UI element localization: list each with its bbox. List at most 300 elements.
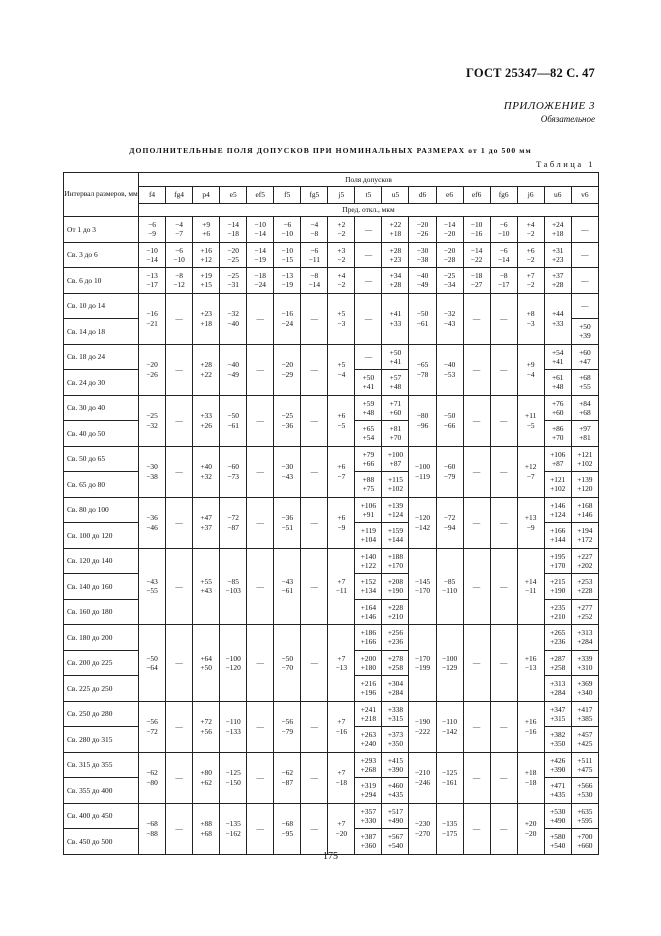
cell-j6: +16 −13 — [517, 625, 544, 702]
cell-fg5: — — [301, 548, 328, 625]
cell-ef5: — — [247, 752, 274, 803]
cell-ef6: — — [463, 625, 490, 702]
cell-e5: −135 −162 — [220, 803, 247, 854]
cell-t5: +50 +41 — [355, 370, 382, 396]
cell-fg6: — — [490, 497, 517, 548]
cell-fg5: — — [301, 701, 328, 752]
cell-ef6: — — [463, 701, 490, 752]
cell-t5: +357 +330 — [355, 803, 382, 829]
cell-fg4: — — [166, 803, 193, 854]
cell-f4: −43 −55 — [139, 548, 166, 625]
cell-ef5: — — [247, 344, 274, 395]
cell-u5: +228 +210 — [382, 599, 409, 625]
cell-v6: +253 +228 — [571, 574, 598, 600]
cell-t5: +140 +122 — [355, 548, 382, 574]
interval-label: Св. 6 до 10 — [64, 268, 139, 294]
cell-f4: −25 −32 — [139, 395, 166, 446]
cell-fg6: — — [490, 446, 517, 497]
cell-ef5: — — [247, 548, 274, 625]
cell-v6: +700 +660 — [571, 829, 598, 855]
cell-j6: +8 −3 — [517, 293, 544, 344]
cell-p4: +72 +56 — [193, 701, 220, 752]
interval-label: Св. 280 до 315 — [64, 727, 139, 753]
cell-p4: +9 +6 — [193, 217, 220, 243]
cell-e6: −72 −94 — [436, 497, 463, 548]
cell-e5: −72 −87 — [220, 497, 247, 548]
cell-v6: — — [571, 293, 598, 319]
cell-u5: +115 +102 — [382, 472, 409, 498]
cell-fg6: — — [490, 548, 517, 625]
cell-d6: −230 −270 — [409, 803, 436, 854]
standard-code: ГОСТ 25347—82 С. 47 — [466, 66, 595, 80]
cell-u5: +71 +60 — [382, 395, 409, 421]
cell-fg5: — — [301, 752, 328, 803]
table-row — [64, 752, 599, 778]
cell-v6: +313 +284 — [571, 625, 598, 651]
cell-t5: +79 +66 — [355, 446, 382, 472]
cell-v6: +417 +385 — [571, 701, 598, 727]
cell-f4: −13 −17 — [139, 268, 166, 294]
interval-label: Св. 50 до 65 — [64, 446, 139, 472]
column-header-ef6: ef6 — [463, 187, 490, 204]
cell-v6: +194 +172 — [571, 523, 598, 549]
cell-u6: +37 +28 — [544, 268, 571, 294]
cell-v6: +227 +202 — [571, 548, 598, 574]
cell-u6: +215 +190 — [544, 574, 571, 600]
interval-label: Св. 14 до 18 — [64, 319, 139, 345]
cell-u6: +347 +315 — [544, 701, 571, 727]
cell-u6: +54 +41 — [544, 344, 571, 370]
cell-u5: +50 +41 — [382, 344, 409, 370]
cell-ef5: — — [247, 497, 274, 548]
interval-label: Св. 120 до 140 — [64, 548, 139, 574]
cell-u5: +57 +48 — [382, 370, 409, 396]
cell-fg4: — — [166, 625, 193, 702]
cell-u5: +28 +23 — [382, 242, 409, 268]
cell-t5: +319 +294 — [355, 778, 382, 804]
cell-u5: +34 +28 — [382, 268, 409, 294]
cell-t5: — — [355, 293, 382, 344]
cell-t5: — — [355, 268, 382, 294]
interval-label: Св. 40 до 50 — [64, 421, 139, 447]
cell-f5: −43 −61 — [274, 548, 301, 625]
cell-e5: −32 −40 — [220, 293, 247, 344]
page-number: 175 — [323, 851, 338, 862]
cell-u6: +121 +102 — [544, 472, 571, 498]
cell-j5: +7 −11 — [328, 548, 355, 625]
fields-header: Поля допусков — [139, 173, 599, 187]
cell-j5: +2 −2 — [328, 217, 355, 243]
column-header-j6: j6 — [517, 187, 544, 204]
cell-u6: +235 +210 — [544, 599, 571, 625]
cell-f4: −68 −88 — [139, 803, 166, 854]
table-row — [64, 344, 599, 370]
table-row — [64, 625, 599, 651]
cell-j6: +16 −16 — [517, 701, 544, 752]
cell-j6: +6 −2 — [517, 242, 544, 268]
cell-f5: −16 −24 — [274, 293, 301, 344]
cell-ef6: — — [463, 446, 490, 497]
cell-j5: +7 −13 — [328, 625, 355, 702]
cell-v6: +84 +68 — [571, 395, 598, 421]
cell-p4: +16 +12 — [193, 242, 220, 268]
cell-d6: −120 −142 — [409, 497, 436, 548]
cell-f5: −10 −15 — [274, 242, 301, 268]
cell-u5: +81 +70 — [382, 421, 409, 447]
cell-e5: −50 −61 — [220, 395, 247, 446]
cell-v6: +635 +595 — [571, 803, 598, 829]
cell-ef6: −14 −22 — [463, 242, 490, 268]
cell-fg4: — — [166, 395, 193, 446]
cell-j5: +5 −3 — [328, 293, 355, 344]
cell-p4: +33 +26 — [193, 395, 220, 446]
cell-p4: +55 +43 — [193, 548, 220, 625]
cell-t5: +119 +104 — [355, 523, 382, 549]
table-row — [64, 446, 599, 472]
cell-v6: +566 +530 — [571, 778, 598, 804]
column-header-ef5: ef5 — [247, 187, 274, 204]
cell-ef6: — — [463, 293, 490, 344]
cell-u5: +567 +540 — [382, 829, 409, 855]
column-header-f5: f5 — [274, 187, 301, 204]
column-header-u6: u6 — [544, 187, 571, 204]
cell-j6: +18 −18 — [517, 752, 544, 803]
appendix-label: ПРИЛОЖЕНИЕ 3 — [503, 100, 595, 112]
cell-e6: −125 −161 — [436, 752, 463, 803]
cell-p4: +47 +37 — [193, 497, 220, 548]
cell-u6: +471 +435 — [544, 778, 571, 804]
cell-e6: −20 −28 — [436, 242, 463, 268]
cell-d6: −190 −222 — [409, 701, 436, 752]
cell-u6: +287 +258 — [544, 650, 571, 676]
cell-t5: +106 +91 — [355, 497, 382, 523]
cell-j5: +5 −4 — [328, 344, 355, 395]
column-header-e6: e6 — [436, 187, 463, 204]
cell-t5: +88 +75 — [355, 472, 382, 498]
cell-d6: −145 −170 — [409, 548, 436, 625]
cell-j6: +13 −9 — [517, 497, 544, 548]
cell-t5: +387 +360 — [355, 829, 382, 855]
cell-v6: +339 +310 — [571, 650, 598, 676]
cell-v6: +511 +475 — [571, 752, 598, 778]
cell-e6: −25 −34 — [436, 268, 463, 294]
cell-u6: +61 +48 — [544, 370, 571, 396]
cell-fg4: −4 −7 — [166, 217, 193, 243]
cell-p4: +19 +15 — [193, 268, 220, 294]
cell-p4: +88 +68 — [193, 803, 220, 854]
column-header-fg4: fg4 — [166, 187, 193, 204]
cell-fg5: −8 −14 — [301, 268, 328, 294]
cell-v6: +60 +47 — [571, 344, 598, 370]
cell-d6: −170 −199 — [409, 625, 436, 702]
cell-d6: −80 −96 — [409, 395, 436, 446]
cell-fg5: — — [301, 625, 328, 702]
table-row — [64, 803, 599, 829]
cell-fg6: −6 −14 — [490, 242, 517, 268]
cell-f5: −50 −70 — [274, 625, 301, 702]
interval-label: Св. 24 до 30 — [64, 370, 139, 396]
table-row — [64, 395, 599, 421]
cell-ef6: −10 −16 — [463, 217, 490, 243]
cell-t5: +152 +134 — [355, 574, 382, 600]
cell-f5: −30 −43 — [274, 446, 301, 497]
cell-f5: −25 −36 — [274, 395, 301, 446]
tolerance-table — [63, 172, 599, 855]
cell-ef6: −18 −27 — [463, 268, 490, 294]
cell-f4: −16 −21 — [139, 293, 166, 344]
cell-e5: −100 −120 — [220, 625, 247, 702]
cell-p4: +28 +22 — [193, 344, 220, 395]
table-row — [64, 701, 599, 727]
cell-u6: +530 +490 — [544, 803, 571, 829]
cell-ef5: — — [247, 446, 274, 497]
cell-t5: +186 +166 — [355, 625, 382, 651]
cell-j6: +9 −4 — [517, 344, 544, 395]
cell-fg6: — — [490, 293, 517, 344]
cell-d6: −100 −119 — [409, 446, 436, 497]
cell-fg5: −6 −11 — [301, 242, 328, 268]
cell-t5: — — [355, 217, 382, 243]
cell-t5: +59 +48 — [355, 395, 382, 421]
cell-u6: +580 +540 — [544, 829, 571, 855]
cell-ef5: — — [247, 395, 274, 446]
cell-fg4: — — [166, 446, 193, 497]
cell-f5: −56 −79 — [274, 701, 301, 752]
column-header-t5: t5 — [355, 187, 382, 204]
cell-j5: +7 −18 — [328, 752, 355, 803]
cell-v6: +68 +55 — [571, 370, 598, 396]
cell-fg5: — — [301, 344, 328, 395]
cell-v6: — — [571, 242, 598, 268]
cell-fg4: — — [166, 293, 193, 344]
cell-fg4: −6 −10 — [166, 242, 193, 268]
cell-u6: +86 +70 — [544, 421, 571, 447]
cell-fg6: — — [490, 625, 517, 702]
cell-e5: −25 −31 — [220, 268, 247, 294]
cell-e6: −40 −53 — [436, 344, 463, 395]
cell-f5: −68 −95 — [274, 803, 301, 854]
cell-ef5: −10 −14 — [247, 217, 274, 243]
column-header-fg6: fg6 — [490, 187, 517, 204]
cell-e5: −110 −133 — [220, 701, 247, 752]
cell-f4: −56 −72 — [139, 701, 166, 752]
cell-fg5: — — [301, 497, 328, 548]
cell-u6: +195 +170 — [544, 548, 571, 574]
interval-label: Св. 3 до 6 — [64, 242, 139, 268]
cell-d6: −40 −49 — [409, 268, 436, 294]
table-row — [64, 268, 599, 294]
cell-u6: +31 +23 — [544, 242, 571, 268]
cell-fg6: — — [490, 701, 517, 752]
cell-u6: +265 +236 — [544, 625, 571, 651]
cell-u5: +278 +258 — [382, 650, 409, 676]
interval-label: Св. 140 до 160 — [64, 574, 139, 600]
column-header-v6: v6 — [571, 187, 598, 204]
interval-label: Св. 200 до 225 — [64, 650, 139, 676]
cell-d6: −30 −38 — [409, 242, 436, 268]
cell-j5: +6 −7 — [328, 446, 355, 497]
cell-fg6: — — [490, 344, 517, 395]
cell-j5: +6 −9 — [328, 497, 355, 548]
column-header-d6: d6 — [409, 187, 436, 204]
column-header-row — [64, 187, 599, 204]
cell-u6: +44 +33 — [544, 293, 571, 344]
cell-fg4: — — [166, 497, 193, 548]
interval-label: Св. 355 до 400 — [64, 778, 139, 804]
cell-f4: −50 −64 — [139, 625, 166, 702]
cell-e5: −125 −150 — [220, 752, 247, 803]
cell-d6: −65 −78 — [409, 344, 436, 395]
cell-fg4: — — [166, 344, 193, 395]
cell-d6: −50 −61 — [409, 293, 436, 344]
cell-p4: +23 +18 — [193, 293, 220, 344]
cell-ef5: — — [247, 701, 274, 752]
cell-u5: +304 +284 — [382, 676, 409, 702]
deviation-header: Пред. откл., мкм — [139, 204, 599, 217]
cell-d6: −210 −246 — [409, 752, 436, 803]
cell-t5: +216 +196 — [355, 676, 382, 702]
cell-j5: +6 −5 — [328, 395, 355, 446]
cell-v6: — — [571, 268, 598, 294]
cell-u6: +313 +284 — [544, 676, 571, 702]
cell-fg6: −8 −17 — [490, 268, 517, 294]
cell-u5: +256 +236 — [382, 625, 409, 651]
cell-fg6: — — [490, 395, 517, 446]
appendix-note: Обязательное — [540, 114, 595, 124]
cell-ef5: — — [247, 625, 274, 702]
cell-j6: +7 −2 — [517, 268, 544, 294]
cell-t5: +164 +146 — [355, 599, 382, 625]
cell-u5: +517 +490 — [382, 803, 409, 829]
cell-u5: +415 +390 — [382, 752, 409, 778]
cell-u6: +166 +144 — [544, 523, 571, 549]
cell-fg4: — — [166, 752, 193, 803]
cell-j6: +20 −20 — [517, 803, 544, 854]
cell-e6: −60 −79 — [436, 446, 463, 497]
interval-label: Св. 10 до 14 — [64, 293, 139, 319]
cell-u5: +208 +190 — [382, 574, 409, 600]
cell-u5: +373 +350 — [382, 727, 409, 753]
cell-p4: +40 +32 — [193, 446, 220, 497]
interval-header: Интервал размеров, мм — [64, 173, 139, 217]
table-body — [64, 217, 599, 855]
cell-e6: −14 −20 — [436, 217, 463, 243]
cell-v6: +50 +39 — [571, 319, 598, 345]
cell-e5: −40 −49 — [220, 344, 247, 395]
cell-j6: +11 −5 — [517, 395, 544, 446]
cell-f5: −20 −29 — [274, 344, 301, 395]
cell-u6: +426 +390 — [544, 752, 571, 778]
cell-e6: −100 −129 — [436, 625, 463, 702]
cell-d6: −20 −26 — [409, 217, 436, 243]
cell-u5: +159 +144 — [382, 523, 409, 549]
cell-u5: +460 +435 — [382, 778, 409, 804]
cell-e6: −50 −66 — [436, 395, 463, 446]
cell-e6: −135 −175 — [436, 803, 463, 854]
cell-fg6: — — [490, 752, 517, 803]
cell-e5: −85 −103 — [220, 548, 247, 625]
cell-ef5: −18 −24 — [247, 268, 274, 294]
cell-u6: +382 +350 — [544, 727, 571, 753]
cell-p4: +80 +62 — [193, 752, 220, 803]
cell-fg6: — — [490, 803, 517, 854]
cell-e5: −60 −73 — [220, 446, 247, 497]
interval-label: Св. 250 до 280 — [64, 701, 139, 727]
cell-t5: — — [355, 242, 382, 268]
cell-ef6: — — [463, 752, 490, 803]
cell-fg5: — — [301, 803, 328, 854]
cell-f4: −6 −9 — [139, 217, 166, 243]
cell-v6: +168 +146 — [571, 497, 598, 523]
column-header-p4: p4 — [193, 187, 220, 204]
cell-v6: +97 +81 — [571, 421, 598, 447]
cell-f4: −20 −26 — [139, 344, 166, 395]
cell-f4: −62 −80 — [139, 752, 166, 803]
cell-u5: +22 +18 — [382, 217, 409, 243]
cell-j5: +7 −16 — [328, 701, 355, 752]
cell-fg5: — — [301, 395, 328, 446]
column-header-fg5: fg5 — [301, 187, 328, 204]
cell-u5: +139 +124 — [382, 497, 409, 523]
cell-t5: +293 +268 — [355, 752, 382, 778]
column-header-u5: u5 — [382, 187, 409, 204]
table-row — [64, 497, 599, 523]
document-title: ДОПОЛНИТЕЛЬНЫЕ ПОЛЯ ДОПУСКОВ ПРИ НОМИНАЛЬНЫХ РАЗМЕРАХ от 1 до 500 мм — [129, 146, 532, 155]
cell-v6: +121 +102 — [571, 446, 598, 472]
cell-f4: −36 −46 — [139, 497, 166, 548]
interval-label: Св. 225 до 250 — [64, 676, 139, 702]
cell-j5: +7 −20 — [328, 803, 355, 854]
cell-fg4: −8 −12 — [166, 268, 193, 294]
cell-f5: −62 −87 — [274, 752, 301, 803]
interval-label: Св. 18 до 24 — [64, 344, 139, 370]
cell-j6: +4 −2 — [517, 217, 544, 243]
cell-e6: −110 −142 — [436, 701, 463, 752]
cell-ef6: — — [463, 497, 490, 548]
cell-u6: +146 +124 — [544, 497, 571, 523]
cell-t5: +263 +240 — [355, 727, 382, 753]
cell-t5: — — [355, 344, 382, 370]
interval-label: Св. 100 до 120 — [64, 523, 139, 549]
interval-label: Св. 65 до 80 — [64, 472, 139, 498]
cell-p4: +64 +50 — [193, 625, 220, 702]
cell-u5: +41 +33 — [382, 293, 409, 344]
table-label: Таблица 1 — [536, 159, 595, 169]
cell-fg5: −4 −8 — [301, 217, 328, 243]
column-header-e5: e5 — [220, 187, 247, 204]
interval-label: Св. 315 до 355 — [64, 752, 139, 778]
cell-e5: −14 −18 — [220, 217, 247, 243]
cell-fg4: — — [166, 548, 193, 625]
interval-label: Св. 180 до 200 — [64, 625, 139, 651]
cell-ef6: — — [463, 803, 490, 854]
cell-ef6: — — [463, 548, 490, 625]
interval-label: Св. 30 до 40 — [64, 395, 139, 421]
cell-f4: −10 −14 — [139, 242, 166, 268]
interval-label: Св. 160 до 180 — [64, 599, 139, 625]
cell-u6: +106 +87 — [544, 446, 571, 472]
cell-u6: +76 +60 — [544, 395, 571, 421]
cell-u5: +338 +315 — [382, 701, 409, 727]
cell-j6: +14 −11 — [517, 548, 544, 625]
cell-u6: +24 +18 — [544, 217, 571, 243]
table-row — [64, 242, 599, 268]
cell-f5: −36 −51 — [274, 497, 301, 548]
interval-label: Св. 400 до 450 — [64, 803, 139, 829]
cell-v6: +277 +252 — [571, 599, 598, 625]
cell-t5: +241 +218 — [355, 701, 382, 727]
cell-e5: −20 −25 — [220, 242, 247, 268]
